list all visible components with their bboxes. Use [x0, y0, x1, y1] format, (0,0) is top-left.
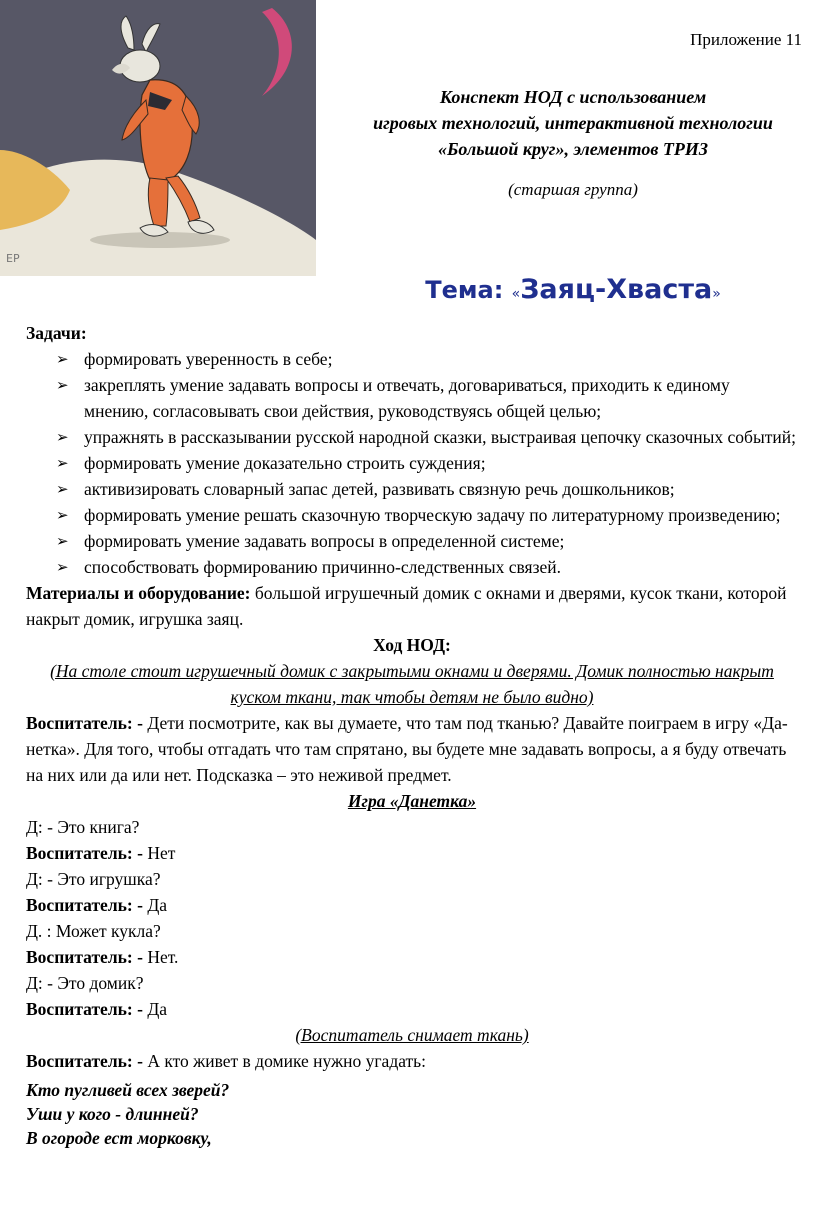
- riddle-line: Кто пугливей всех зверей?: [26, 1080, 230, 1100]
- tasks-list: [26, 346, 798, 580]
- dialog-line: Д: - Это домик?: [26, 973, 144, 993]
- riddle-line: Уши у кого - длинней?: [26, 1104, 199, 1124]
- list-item: ➢ упражнять в рассказывании русской народной сказки, выстраивая цепочку сказочных событий;: [26, 424, 798, 450]
- riddle-intro: Воспитатель: - А кто живет в домике нужно угадать:: [26, 1051, 427, 1071]
- dialog-line: Воспитатель: - Нет: [26, 843, 176, 863]
- heading-line-1: Конспект НОД с использованием: [439, 87, 707, 107]
- list-item: ➢ закреплять умение задавать вопросы и отвечать, договариваться, приходить к единому мнению, согласовывать свои действия, руководствуясь общей целью;: [26, 372, 798, 424]
- dialog-line: Воспитатель: - Да: [26, 999, 168, 1019]
- game-title: Игра «Данетка»: [347, 791, 477, 811]
- arrow-bullet-icon: ➢: [56, 532, 69, 550]
- heading-line-3: «Большой круг», элементов ТРИЗ: [437, 139, 709, 159]
- topic-open-quote: «: [511, 286, 521, 302]
- stage-direction: (На столе стоит игрушечный домик с закрытыми окнами и дверями. Домик полностью накрыт куском ткани, так чтобы детям не было видно): [50, 661, 774, 707]
- tasks-heading: Задачи:: [26, 323, 87, 343]
- arrow-bullet-icon: ➢: [56, 480, 69, 498]
- hare-illustration: [0, 0, 316, 276]
- topic-prefix: Тема:: [425, 276, 512, 304]
- course-heading: Ход НОД:: [373, 635, 451, 655]
- arrow-bullet-icon: ➢: [56, 376, 69, 394]
- list-item: ➢ формировать умение задавать вопросы в определенной системе;: [26, 528, 798, 554]
- riddle-line: В огороде ест морковку,: [26, 1128, 212, 1148]
- list-item: ➢ формировать умение решать сказочную творческую задачу по литературному произведению;: [26, 502, 798, 528]
- arrow-bullet-icon: ➢: [56, 558, 69, 576]
- dialog-line: Д: - Это игрушка?: [26, 869, 161, 889]
- dialog-line: Д. : Может кукла?: [26, 921, 161, 941]
- age-group: (старшая группа): [508, 180, 638, 199]
- arrow-bullet-icon: ➢: [56, 428, 69, 446]
- speech-text: Дети посмотрите, как вы думаете, что там под тканью? Давайте поиграем в игру «Да-нетка». Для того, чтобы отгадать что там спрятано, вы будете мне задавать вопросы, а я буду отвечать на них или да или нет. Подсказка – это неживой предмет.: [26, 713, 788, 785]
- arrow-bullet-icon: ➢: [56, 454, 69, 472]
- materials-paragraph: [26, 580, 798, 632]
- document-body: [26, 320, 798, 1150]
- arrow-bullet-icon: ➢: [56, 350, 69, 368]
- teacher-intro: [26, 710, 798, 788]
- list-item: ➢ формировать умение доказательно строить суждения;: [26, 450, 798, 476]
- heading-line-2: игровых технологий, интерактивной технологии: [373, 113, 773, 133]
- appendix-number: Приложение 11: [690, 30, 802, 49]
- dialog-line: Воспитатель: - Да: [26, 895, 168, 915]
- topic-title: [330, 274, 816, 305]
- dialog-line: Д: - Это книга?: [26, 817, 140, 837]
- document-heading: [330, 84, 816, 162]
- topic-name: Заяц-Хваста: [520, 274, 713, 305]
- stage-direction-2: (Воспитатель снимает ткань): [295, 1025, 529, 1045]
- list-item: ➢ активизировать словарный запас детей, развивать связную речь дошкольников;: [26, 476, 798, 502]
- materials-label: Материалы и оборудование:: [26, 583, 251, 603]
- topic-close-quote: »: [712, 286, 721, 302]
- hare-picture: [0, 0, 316, 276]
- materials-text: большой игрушечный домик с окнами и дверями, кусок ткани, которой накрыт домик, игрушка заяц.: [26, 583, 787, 629]
- dialog-line: Воспитатель: - Нет.: [26, 947, 179, 967]
- speaker-label: Воспитатель: -: [26, 1051, 143, 1071]
- speaker-label: Воспитатель: -: [26, 713, 143, 733]
- list-item: ➢ способствовать формированию причинно-следственных связей.: [26, 554, 798, 580]
- svg-text:ЕР: ЕР: [6, 252, 20, 265]
- list-item: ➢ формировать уверенность в себе;: [26, 346, 798, 372]
- arrow-bullet-icon: ➢: [56, 506, 69, 524]
